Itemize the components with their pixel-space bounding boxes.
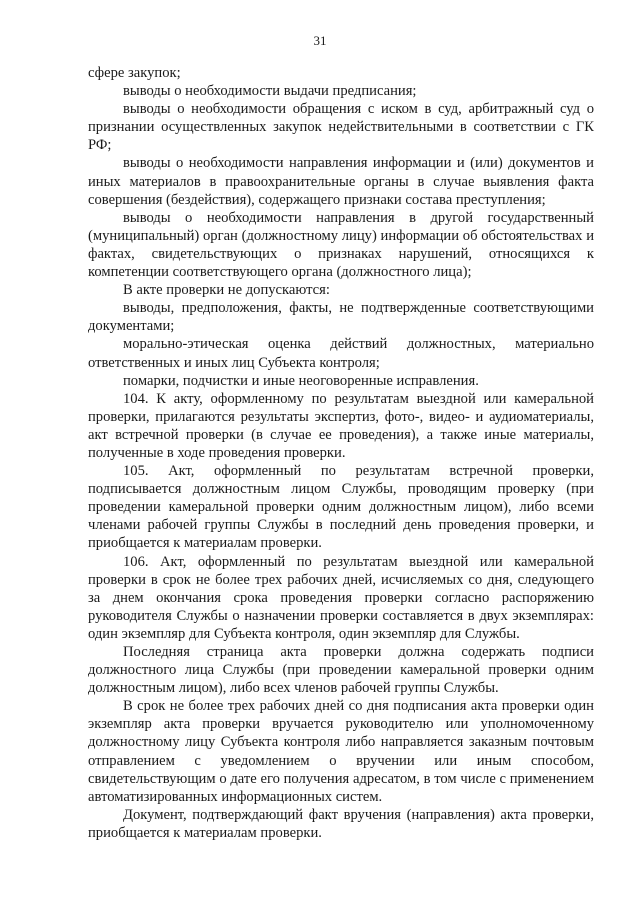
paragraph: 104. К акту, оформленному по результатам выездной или камеральной проверки, прилагаются результаты экспертиз, фото-, видео- и аудиоматериалы, акт встречной проверки (в случае ее проведения), а также иные материалы, полученные в ходе проведения проверки. — [88, 390, 594, 461]
paragraph: Последняя страница акта проверки должна содержать подписи должностного лица Службы (при проведении камеральной проверки одним должностным лицом), либо всех членов рабочей группы Службы. — [88, 644, 594, 697]
paragraph: 105. Акт, оформленный по результатам встречной проверки, подписывается должностным лицом Службы, проводящим проверку (при проведении камеральной проверки одним должностным лицом), либо всеми членами рабочей группы Службы в последний день проведения проверки, и приобщается к материалам проверки. — [88, 463, 594, 552]
paragraph: выводы о необходимости выдачи предписания; — [123, 83, 417, 100]
paragraph: выводы о необходимости обращения с иском в суд, арбитражный суд о признании осуществленных закупок недействительными в соответствии с ГК РФ; — [88, 101, 594, 154]
paragraph: морально-этическая оценка действий должностных, материально ответственных и иных лиц Субъекта контроля; — [88, 336, 594, 371]
paragraph: выводы о необходимости направления информации и (или) документов и иных материалов в правоохранительные органы в случае выявления факта совершения (бездействия), содержащего признаки состава преступления; — [88, 155, 594, 208]
paragraph: 106. Акт, оформленный по результатам выездной или камеральной проверки в срок не более трех рабочих дней, исчисляемых со дня, следующего за днем окончания срока проведения проверки согласно распоряжению руководителя Службы о назначении проверки составляется в двух экземплярах: один экземпляр для Субъекта контроля, один экземпляр для Службы. — [88, 553, 594, 642]
document-body — [88, 64, 594, 842]
paragraph: В акте проверки не допускаются: — [123, 282, 330, 299]
paragraph: В срок не более трех рабочих дней со дня подписания акта проверки один экземпляр акта проверки вручается руководителю или уполномоченному должностному лицу Субъекта контроля либо направляется заказным почтовым отправлением с уведомлением о вручении или иным способом, свидетельствующим о дате его получения адресатом, в том числе с применением автоматизированных информационных систем. — [88, 698, 594, 805]
paragraph: выводы, предположения, факты, не подтвержденные соответствующими документами; — [88, 300, 594, 335]
paragraph: Документ, подтверждающий факт вручения (направления) акта проверки, приобщается к материалам проверки. — [88, 806, 594, 841]
paragraph: выводы о необходимости направления в другой государственный (муниципальный) орган (должностному лицу) информации об обстоятельствах и фактах, свидетельствующих о признаках нарушений, относящихся к компетенции соответствующего органа (должностного лица); — [88, 209, 594, 281]
paragraph: сфере закупок; — [88, 65, 181, 81]
paragraph: помарки, подчистки и иные неоговоренные исправления. — [123, 372, 479, 389]
page-number: 31 — [313, 33, 327, 48]
